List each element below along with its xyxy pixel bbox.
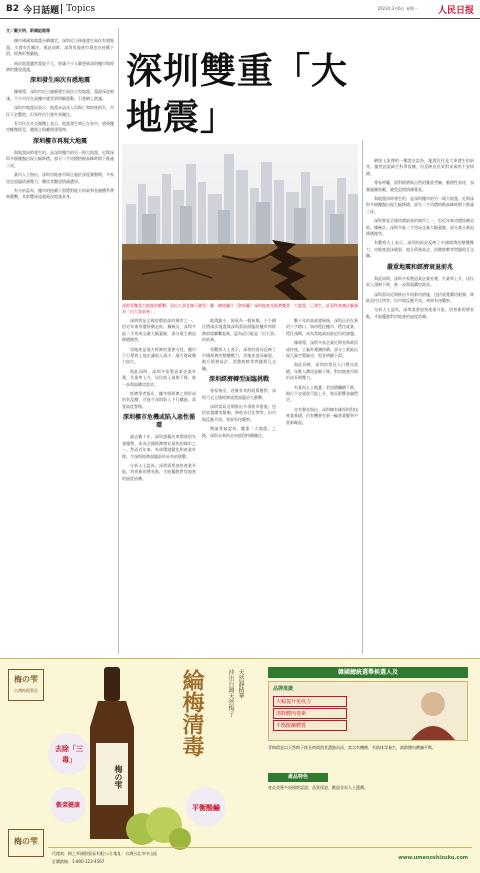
paragraph: 數十年的高速發展後，深圳正站在新的十字路口。如何穩住樓市、穩住就業、穩住預期，成為當地政府最迫切的課題。 [286, 318, 358, 336]
section-name: 今日話題 [23, 5, 60, 16]
column-divider [362, 140, 363, 654]
article-column-1 [6, 28, 114, 654]
paragraph: 有業內人士擔憂，若房價繼續下跌，銀行不良貸款可能上升，進而影響金融穩定。 [286, 384, 358, 403]
newspaper-logo: 人民日报 [437, 6, 474, 16]
paragraph: 地震雖小，卻成為一個象徵。不少網民將兩次地震與深圳當前面臨的樓市和經濟困境聯繫起來，認為這可能是「出大事」的前奏。 [202, 318, 276, 343]
paragraph: 經濟學者指出，樓市與經濟之間形成的負反饋，可能令深圳陷入下行螺旋，需要高度警惕。 [122, 391, 196, 409]
ad-section-heading: 產品特色 [268, 773, 328, 782]
paragraph: 深圳曾是全國房價最高的城市之一，但近年來房價持續走低。據統計，深圳多區二手房成交量大幅萎縮，部分業主被迫降價拋售。 [122, 318, 196, 343]
article-column-4 [286, 318, 358, 654]
page-header [0, 0, 480, 19]
ad-promo-item: 平衡酸鹼體質 [273, 720, 347, 731]
paragraph: 有市民在社交媒體上表示，地震發生時正在家中，感到樓房輕微搖晃，隨後立即離開建築物。 [6, 121, 114, 133]
paragraph: 網絡上流傳的一種說法認為，地震往往是大事發生的前兆。雖然此說缺乏科學依據，但反映出民眾對未來的不安情緒。 [366, 158, 474, 176]
ad-body-text: 產品榮獲多項國際認證，品質保證，歡迎各界人士選購。 [268, 785, 368, 790]
topics-label: Topics [61, 4, 95, 14]
paragraph: 與地震同時發生的，是深圳樓市的另一場大地震。近期深圳多個樓盤出現大幅降價，部分二手房價格較高峰時期下跌逾三成。 [6, 149, 114, 168]
ad-brand-name-bottom: 梅の雫 [14, 836, 38, 846]
article-column-5 [366, 158, 474, 654]
ad-promo-title: 韓國總統選舉候選人及 [268, 667, 468, 678]
paragraph: 也有聲音指出，深圳擁有雄厚的科技產業基礎，仍有機會在新一輪產業變革中重新崛起。 [286, 406, 358, 425]
ad-vertical-text: 天然靜精華 [237, 669, 244, 699]
paragraph: 與地震同時發生的，是深圳樓市的另一場大地震。近期深圳多個樓盤出現大幅降價，部分二手房價格較高峰時期下跌逾三成。 [366, 196, 474, 214]
paragraph: 據報導，深圳市近日連續發生兩次小型地震，震源深度較淺，不少市民在高樓中感受到明顯震動，引發網上熱議。 [6, 89, 114, 101]
paragraph: 與此同時，深圳多家製造業企業外遷，失業率上升，居民收入預期下降，進一步削弱購房需求。 [122, 368, 196, 387]
ad-footer-phone: 訂購熱線：1-800-123-4567 [52, 859, 105, 864]
article-byline: 文／戴天明、新聞組報導 [6, 28, 50, 33]
ad-bubble-detox: 去除「三毒」 [48, 733, 90, 775]
ad-bubble-balance: 平衡酸鹼 [186, 787, 226, 827]
ad-bubble-health: 穀菜健康 [50, 787, 86, 823]
ad-vertical-text: 沖出台灣天然梅子 [227, 669, 234, 717]
section-heading: 深圳經濟轉型面臨挑戰 [208, 376, 269, 384]
article-column-3 [202, 318, 276, 654]
ad-promo-sub: 品牌推廣 [273, 686, 294, 692]
paragraph: 分析人士認為，深圳需要加快產業升級，培育新的增長點，才能擺脫對房地產的過度依賴。 [122, 462, 196, 481]
green-plum-image [122, 795, 192, 855]
ad-footer-address: 代理商：梅之雫國際貿易有限公司 地址：台灣台北市中山區 [52, 851, 158, 856]
column-divider [118, 28, 119, 654]
section-heading: 深圳樓市危機或陷入惡性循環 [122, 414, 195, 430]
paragraph: 深圳市地震局表示，地震未造成人員傷亡和財產損失，市民不必驚慌，但事件仍引發外界關注。 [6, 105, 114, 117]
section-heading: 嚴重地震和經濟衰退前兆 [386, 263, 453, 271]
paragraph: 專家呼籲，面對經濟與自然的雙重考驗，應理性看待，加強風險防範，避免恐慌情緒蔓延。 [366, 180, 474, 192]
paragraph: 業內人士指出，深圳房地產市場正處於深度調整期，多家房企面臨債務壓力，購房者觀望情緒濃厚。 [6, 172, 114, 184]
paragraph: 據報導，深圳多家企業近期宣佈裁員或停產，工廠外遷潮持續。部分工業區出現大量空置廠房，租金明顯下滑。 [286, 340, 358, 359]
paragraph: 專家指出，若無有效的政策應對，深圳乃至全國經濟或將面臨更大衝擊。 [202, 388, 276, 400]
advertisement [0, 658, 480, 873]
ad-body-text: 青梅精是以天然梅子經長時間熬煮濃縮而成，富含有機酸，有助排毒養生，調節體內酸鹼平衡。 [268, 745, 436, 750]
paragraph: 有觀察人士表示，深圳的困局反映了中國經濟的整體壓力，房地產泡沫破裂、地方債務高企、消費疲軟等問題相互交織。 [202, 346, 276, 371]
paragraph: 有觀察人士表示，深圳的困局反映了中國經濟的整體壓力，房地產泡沫破裂、地方債務高企、消費疲軟等問題相互交織。 [366, 240, 474, 259]
section-heading: 深圳樓市再現大地震 [32, 137, 87, 145]
bottle-label: 梅の雫 [114, 765, 124, 789]
paragraph: 分析人士認為，深圳需要加快產業升級，培育新的增長點，才能擺脫對房地產的過度依賴。 [366, 307, 474, 319]
paragraph: 過去數十年，深圳憑藉改革開放的先發優勢，成為全國經濟增長最快的城市之一。然而近年來，外部環境變化和產業外移，令深圳經濟面臨前所未有的挑戰。 [122, 434, 196, 459]
cityscape-illustration [122, 144, 358, 300]
paragraph: 深圳曾是全國房價最高的城市之一，但近年來房價持續走低。據統計，深圳多區二手房成交量大幅萎縮，部分業主被迫降價拋售。 [366, 218, 474, 237]
paragraph: 兩次地震雖然震級不大，卻讓不少人聯想到深圳樓市與經濟的雙重震盪。 [6, 60, 114, 73]
paragraph: 與此同時，深圳多家製造業企業外遷，失業率上升，居民收入預期下降，進一步削弱購房需求。 [366, 275, 474, 288]
article-column-2 [122, 318, 196, 654]
paragraph: 深圳當局近期推出多項救市措施，包括放寬購房限制、降低首付比例等，但市場反應平淡，效果有待觀察。 [366, 291, 474, 303]
ad-footer-bar [48, 847, 472, 869]
section-heading: 深圳發生兩次有感地震 [29, 77, 90, 85]
ad-title: 綸梅清毒 [179, 669, 205, 757]
person-photo [403, 684, 463, 740]
earthquake-cityscape-photo [122, 144, 358, 300]
paragraph: 房地產是地方經濟的重要支柱，樓市下行導致土地出讓收入減少，地方財政壓力加大。 [122, 346, 196, 365]
ad-brand-box [8, 669, 44, 701]
ad-brand-name: 梅の雫 [14, 674, 38, 684]
paragraph: 與此同時，深圳的常住人口增長放緩，年輕人購房意願下降，對房地產市場形成長期壓力。 [286, 362, 358, 381]
ad-brand-sub: 台灣梅精製品 [14, 688, 38, 693]
paragraph: 深圳當局近期推出多項救市措施，包括放寬購房限制、降低首付比例等，但市場反應平淡，效果有待觀察。 [202, 404, 276, 422]
header-date: 2023年3月6日 星期一 [377, 6, 418, 11]
ad-promo-item: 大幅提升免疫力 [273, 696, 347, 707]
paragraph: 輿論普遍認為，雙重「大地震」之後，深圳未來的走向值得持續關注。 [202, 426, 276, 438]
ad-footer-website[interactable]: www.umenoshizuku.com [398, 855, 468, 861]
ad-product-box [8, 829, 44, 857]
paragraph: 據中國國家地震台網測定，深圳近日接連發生兩次有感地震，引發市民關注。與此同時，深圳房地產市場也在持續下滑，經濟形勢嚴峻。 [6, 38, 114, 57]
photo-caption: 深圳受雙重大地震的衝擊，恐出大事且無可避免！圖：網絡圖片（資料圖）深圳地產及經濟雙重「大地震」已發生，此事件被廣泛解讀為「出大事前奏」。 [122, 303, 358, 314]
ad-promo-panel [268, 681, 468, 741]
ad-promo-item: 清除體內毒素 [273, 708, 347, 719]
headline-line-1: 深圳雙重「大地震」 [126, 50, 349, 138]
paragraph: 有分析認為，樓市的持續下滑將對地方財政和金融體系帶來衝擊，其影響或遠超兩次地震本身。 [6, 187, 114, 200]
page-number: B2 [6, 4, 20, 14]
